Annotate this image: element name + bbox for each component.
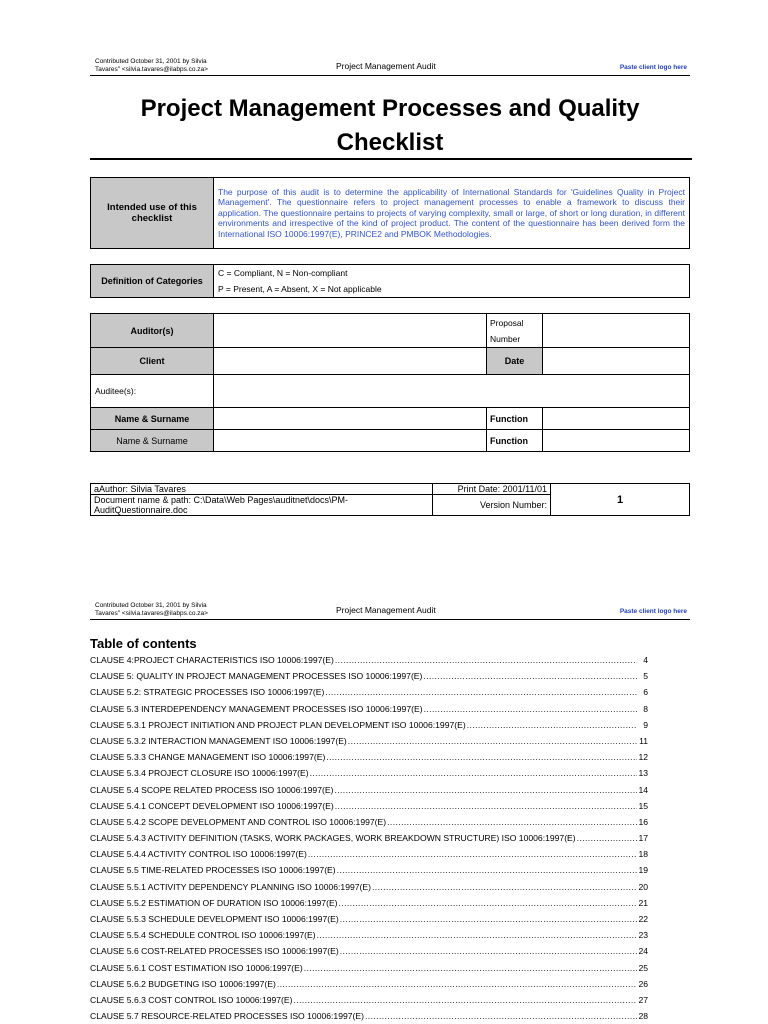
toc-dot-leader — [387, 817, 637, 827]
toc-entry-page: 17 — [638, 833, 648, 844]
page-footer-table — [90, 483, 690, 516]
proposal-number-field[interactable] — [543, 314, 690, 348]
toc-entry-page: 12 — [638, 752, 648, 763]
toc-entry-title: CLAUSE 5.6 COST-RELATED PROCESSES ISO 10006:1997(E) — [90, 946, 339, 957]
toc-entry-title: CLAUSE 5: QUALITY IN PROJECT MANAGEMENT PROCESSES ISO 10006:1997(E) — [90, 671, 423, 682]
toc-entry-page: 23 — [638, 930, 648, 941]
toc-entry[interactable] — [90, 995, 648, 1011]
toc-entry-page: 5 — [643, 671, 648, 682]
function-label: Function — [487, 430, 543, 452]
auditees-label: Auditee(s): — [91, 375, 214, 408]
toc-entry[interactable] — [90, 865, 648, 881]
toc-dot-leader — [308, 849, 637, 859]
toc-dot-leader — [326, 752, 637, 762]
footer-doc-path: Document name & path: C:\Data\Web Pages\auditnet\docs\PM-AuditQuestionnaire.doc — [91, 495, 433, 516]
footer-author: aAuthor: Silvia Tavares — [91, 484, 433, 495]
auditors-field[interactable] — [214, 314, 487, 348]
name-surname-label: Name & Surname — [91, 430, 214, 452]
toc-dot-leader — [372, 882, 637, 892]
toc-entry[interactable] — [90, 720, 648, 736]
toc-entry-title: CLAUSE 5.6.1 COST ESTIMATION ISO 10006:1997(E) — [90, 962, 303, 973]
toc-entry[interactable] — [90, 817, 648, 833]
toc-entry[interactable] — [90, 898, 648, 914]
header-doc-name: Project Management Audit — [336, 61, 436, 71]
intended-use-text: The purpose of this audit is to determine the applicability of International Standards for 'Guidelines Quality in Project Management'. The questionnaire refers to project management processes to enable a framework to discuss their application. The questionnaire pertains to projects of varying complexity, small or large, of short or long duration, in different environments and irrespective of the kind of project product. The content of the questionnaire has been derived form the International ISO 10006:1997(E), PRINCE2 and PMBOK Methodologies. — [214, 178, 690, 249]
toc-dot-leader — [348, 736, 637, 746]
name-surname-field-1[interactable] — [214, 408, 487, 430]
toc-entry[interactable] — [90, 882, 648, 898]
date-label: Date — [487, 348, 543, 375]
toc-entry-title: CLAUSE 5.5.4 SCHEDULE CONTROL ISO 10006:1997(E) — [90, 930, 316, 941]
toc-entry-page: 22 — [638, 914, 648, 924]
toc-entry[interactable] — [90, 687, 648, 703]
toc-entry[interactable] — [90, 671, 648, 687]
toc-entry-title: CLAUSE 5.3.4 PROJECT CLOSURE ISO 10006:1997(E) — [90, 768, 309, 779]
function-field-2[interactable] — [543, 430, 690, 452]
toc-entry[interactable] — [90, 963, 648, 979]
toc-entry-page: 21 — [638, 897, 648, 908]
contributor-line-1: Contributed October 31, 2001 by Silvia — [95, 602, 207, 609]
name-surname-header: Name & Surname — [91, 408, 214, 430]
contributor-note — [95, 58, 245, 74]
toc-dot-leader — [277, 979, 637, 989]
toc-dot-leader — [424, 704, 637, 714]
toc-entry-page: 20 — [638, 881, 648, 892]
toc-entry-page: 26 — [638, 978, 648, 989]
toc-entry[interactable] — [90, 752, 648, 768]
toc-entry[interactable] — [90, 849, 648, 865]
toc-entry-title: CLAUSE 5.4.4 ACTIVITY CONTROL ISO 10006:1997(E) — [90, 849, 307, 860]
footer-page-number: 1 — [551, 484, 690, 516]
toc-entry-title: CLAUSE 5.5.1 ACTIVITY DEPENDENCY PLANNING ISO 10006:1997(E) — [90, 881, 372, 892]
toc-entry-page: 28 — [638, 1011, 648, 1022]
toc-entry[interactable] — [90, 946, 648, 962]
toc-entry-page: 8 — [643, 703, 648, 714]
toc-entry[interactable] — [90, 736, 648, 752]
toc-entry-title: CLAUSE 5.6.3 COST CONTROL ISO 10006:1997(E) — [90, 994, 293, 1005]
toc-dot-leader — [340, 914, 637, 924]
toc-entry-page: 24 — [638, 946, 648, 957]
toc-entry[interactable] — [90, 1011, 648, 1024]
client-label: Client — [91, 348, 214, 375]
toc-entry-page: 18 — [638, 849, 648, 860]
toc-dot-leader — [467, 720, 637, 730]
toc-dot-leader — [317, 930, 637, 940]
toc-entry[interactable] — [90, 930, 648, 946]
toc-entry-title: CLAUSE 5.5.3 SCHEDULE DEVELOPMENT ISO 10006:1997(E) — [90, 914, 339, 924]
toc-dot-leader — [325, 687, 637, 697]
categories-line-2: P = Present, A = Absent, X = Not applicable — [218, 284, 382, 294]
client-logo-placeholder[interactable]: Paste client logo here — [619, 64, 687, 71]
contributor-line-1: Contributed October 31, 2001 by Silvia — [95, 58, 207, 65]
toc-entry-title: CLAUSE 5.2: STRATEGIC PROCESSES ISO 10006:1997(E) — [90, 687, 325, 698]
title-divider — [90, 158, 692, 160]
categories-line-1: C = Compliant, N = Non-compliant — [218, 268, 348, 278]
toc-entry-title: CLAUSE 5.6.2 BUDGETING ISO 10006:1997(E) — [90, 978, 276, 989]
toc-dot-leader — [304, 963, 637, 973]
toc-entry-page: 11 — [639, 735, 648, 746]
audit-details-table — [90, 313, 690, 452]
function-header: Function — [487, 408, 543, 430]
toc-dot-leader — [577, 833, 637, 843]
client-logo-placeholder-2[interactable]: Paste client logo here — [619, 608, 687, 615]
page-header — [90, 60, 690, 76]
toc-entry-title: CLAUSE 5.3 INTERDEPENDENCY MANAGEMENT PROCESSES ISO 10006:1997(E) — [90, 703, 423, 714]
toc-entry[interactable] — [90, 655, 648, 671]
toc-entry-page: 4 — [643, 655, 648, 665]
toc-entry-page: 19 — [638, 865, 648, 876]
toc-entry[interactable] — [90, 704, 648, 720]
intended-use-label: Intended use of this checklist — [91, 178, 214, 249]
toc-entry[interactable] — [90, 768, 648, 784]
toc-entry[interactable] — [90, 914, 648, 930]
proposal-number-label: Proposal Number — [487, 314, 543, 348]
categories-label: Definition of Categories — [91, 265, 214, 298]
toc-entry-page: 14 — [638, 784, 648, 795]
toc-entry-title: CLAUSE 5.4.3 ACTIVITY DEFINITION (TASKS, WORK PACKAGES, WORK BREAKDOWN STRUCTURE) ISO 10006:1997(E) — [90, 833, 576, 844]
intended-use-table — [90, 177, 690, 249]
footer-print-date: Print Date: 2001/11/01 — [433, 484, 551, 495]
toc-entry-title: CLAUSE 5.3.3 CHANGE MANAGEMENT ISO 10006:1997(E) — [90, 752, 326, 763]
toc-entry-title: CLAUSE 5.3.1 PROJECT INITIATION AND PROJECT PLAN DEVELOPMENT ISO 10006:1997(E) — [90, 719, 466, 730]
function-field-1[interactable] — [543, 408, 690, 430]
toc-dot-leader — [335, 655, 637, 665]
toc-entry[interactable] — [90, 785, 648, 801]
toc-dot-leader — [423, 671, 637, 681]
toc-dot-leader — [340, 946, 637, 956]
toc-dot-leader — [334, 785, 637, 795]
contributor-line-2: Tavares" <silvia.tavares@ilabps.co.za> — [95, 66, 208, 73]
toc-entry-title: CLAUSE 5.7 RESOURCE-RELATED PROCESSES ISO 10006:1997(E) — [90, 1011, 364, 1022]
toc-dot-leader — [365, 1011, 637, 1021]
toc-entry-title: CLAUSE 5.4.2 SCOPE DEVELOPMENT AND CONTROL ISO 10006:1997(E) — [90, 816, 387, 827]
auditors-label: Auditor(s) — [91, 314, 214, 348]
toc-entry[interactable] — [90, 979, 648, 995]
categories-table — [90, 264, 690, 298]
auditees-field[interactable] — [214, 375, 690, 408]
toc-entry-page: 16 — [638, 816, 648, 827]
date-field[interactable] — [543, 348, 690, 375]
footer-version: Version Number: — [433, 495, 551, 516]
toc-entry-page: 25 — [638, 962, 648, 973]
toc-entry-page: 27 — [638, 994, 648, 1005]
toc-dot-leader — [339, 898, 637, 908]
toc-dot-leader — [335, 801, 637, 811]
toc-entry-title: CLAUSE 5.4 SCOPE RELATED PROCESS ISO 10006:1997(E) — [90, 784, 334, 795]
toc-entry[interactable] — [90, 801, 648, 817]
toc-dot-leader — [337, 865, 637, 875]
toc-title: Table of contents — [90, 636, 197, 651]
table-of-contents — [90, 655, 648, 1024]
toc-entry-title: CLAUSE 5.5.2 ESTIMATION OF DURATION ISO 10006:1997(E) — [90, 897, 338, 908]
toc-entry-title: CLAUSE 5.4.1 CONCEPT DEVELOPMENT ISO 10006:1997(E) — [90, 800, 334, 811]
contributor-line-2: Tavares" <silvia.tavares@ilabps.co.za> — [95, 610, 208, 617]
name-surname-field-2[interactable] — [214, 430, 487, 452]
toc-entry-title: CLAUSE 4:PROJECT CHARACTERISTICS ISO 10006:1997(E) — [90, 655, 334, 665]
page-header-2 — [90, 604, 690, 620]
document-title: Project Management Processes and Quality Checklist — [140, 95, 640, 156]
toc-entry-page: 6 — [643, 687, 648, 698]
contributor-note-2 — [95, 602, 245, 618]
toc-dot-leader — [310, 768, 637, 778]
toc-dot-leader — [294, 995, 637, 1005]
toc-entry-page: 9 — [643, 719, 648, 730]
header-doc-name-2: Project Management Audit — [336, 605, 436, 615]
toc-entry-page: 15 — [638, 800, 648, 811]
toc-entry-page: 13 — [638, 768, 648, 779]
categories-definitions — [214, 265, 690, 298]
client-field[interactable] — [214, 348, 487, 375]
toc-entry-title: CLAUSE 5.3.2 INTERACTION MANAGEMENT ISO 10006:1997(E) — [90, 735, 347, 746]
toc-entry-title: CLAUSE 5.5 TIME-RELATED PROCESSES ISO 10006:1997(E) — [90, 865, 336, 876]
toc-entry[interactable] — [90, 833, 648, 849]
